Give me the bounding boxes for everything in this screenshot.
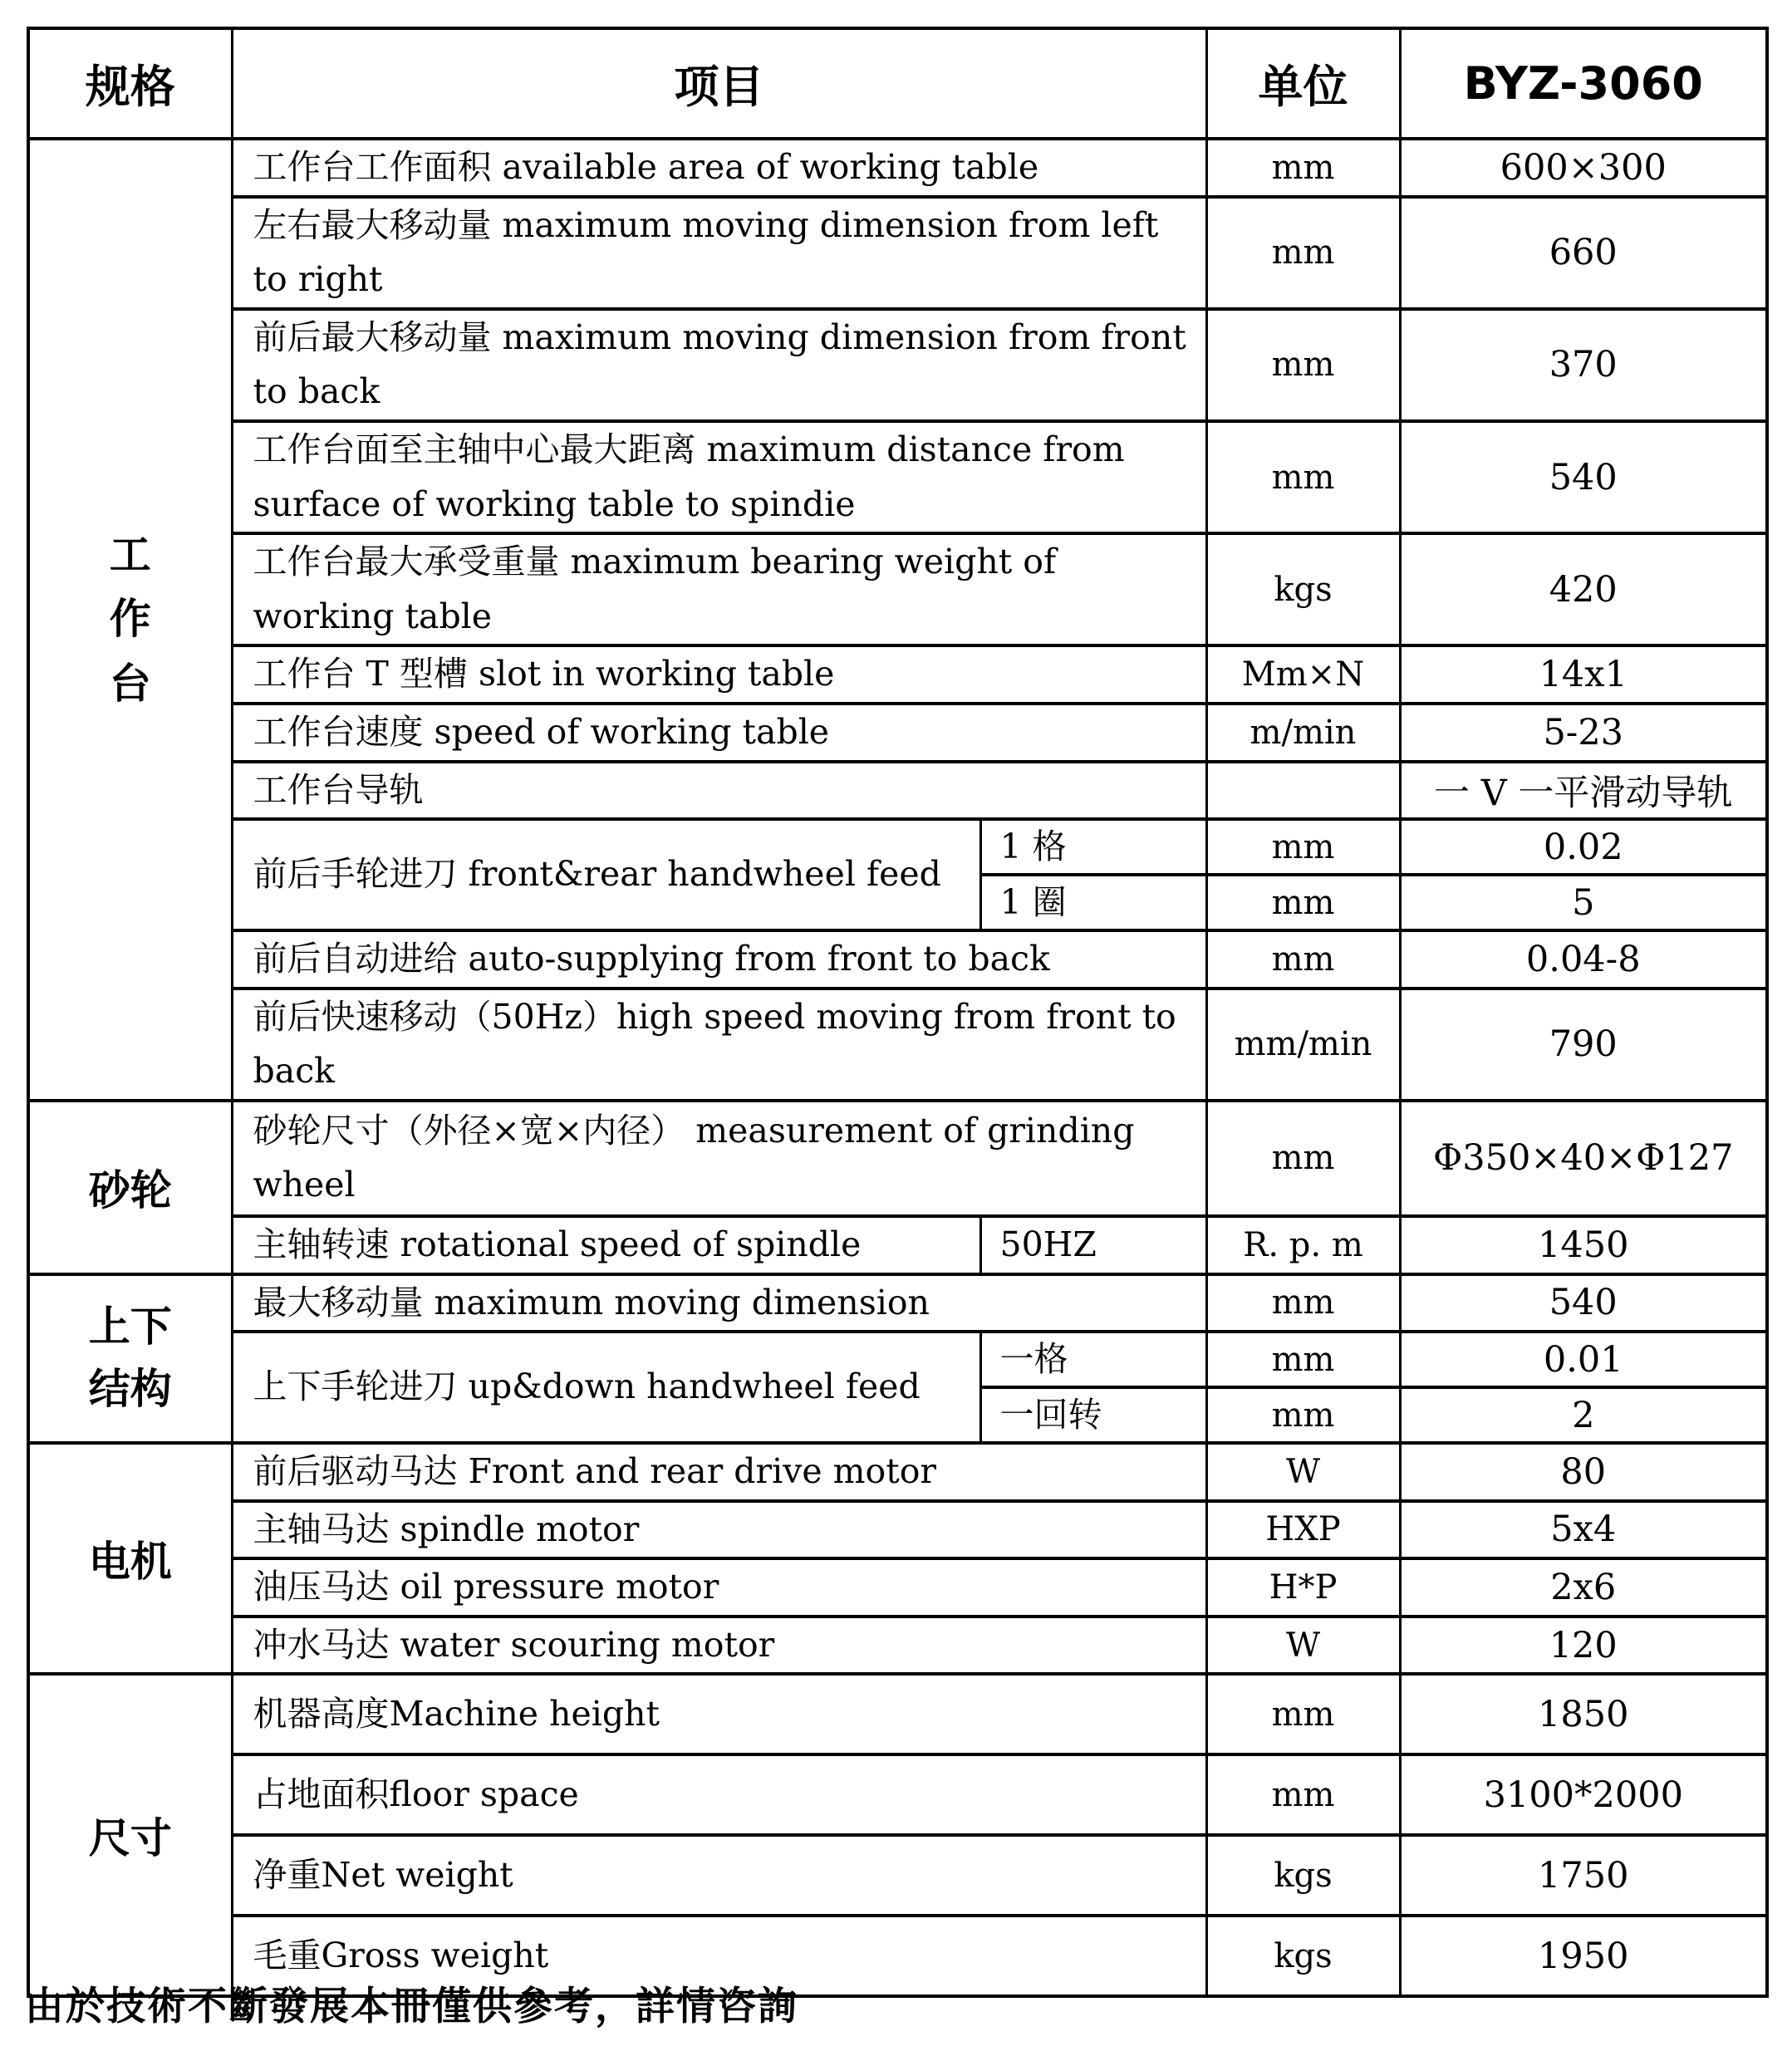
value-cell: 1850 <box>1400 1674 1767 1754</box>
table-row <box>28 533 1767 645</box>
unit-cell: H*P <box>1206 1558 1400 1617</box>
unit-cell: mm <box>1206 819 1400 875</box>
item-cell: 工作台面至主轴中心最大距离 maximum distance from surface of working table to spindie <box>232 421 1206 533</box>
item-cell: 工作台最大承受重量 maximum bearing weight of working table <box>232 533 1206 645</box>
item-cell: 净重Net weight <box>232 1835 1206 1916</box>
value-cell: 540 <box>1400 1274 1767 1332</box>
value-cell: 1750 <box>1400 1835 1767 1916</box>
table-row <box>28 1443 1767 1501</box>
unit-cell: mm <box>1206 930 1400 989</box>
unit-cell: mm <box>1206 139 1400 197</box>
sub-item-cell: 50HZ <box>980 1216 1206 1274</box>
unit-cell: mm <box>1206 1332 1400 1387</box>
item-cell: 主轴马达 spindle motor <box>232 1501 1206 1559</box>
unit-cell: mm <box>1206 421 1400 533</box>
unit-cell: kgs <box>1206 1916 1400 1996</box>
header-spec: 规格 <box>28 28 232 139</box>
table-row <box>28 819 1767 875</box>
unit-cell: mm <box>1206 875 1400 930</box>
value-cell: 3100*2000 <box>1400 1754 1767 1835</box>
section-label-size <box>28 1674 232 1996</box>
unit-cell: mm <box>1206 309 1400 421</box>
unit-cell: mm <box>1206 1754 1400 1835</box>
value-cell: 14x1 <box>1400 645 1767 704</box>
item-cell: 工作台速度 speed of working table <box>232 704 1206 762</box>
table-row <box>28 1558 1767 1617</box>
item-cell: 工作台 T 型槽 slot in working table <box>232 645 1206 704</box>
header-model: BYZ-3060 <box>1400 28 1767 139</box>
value-cell: 1450 <box>1400 1216 1767 1274</box>
unit-cell: mm <box>1206 1674 1400 1754</box>
footer-note: 由於技術不斷發展本冊僅供參考，詳情咨詢 <box>25 1984 798 2029</box>
header-unit: 单位 <box>1206 28 1400 139</box>
item-cell: 前后驱动马达 Front and rear drive motor <box>232 1443 1206 1501</box>
table-row <box>28 1332 1767 1387</box>
unit-cell: m/min <box>1206 704 1400 762</box>
value-cell: 540 <box>1400 421 1767 533</box>
item-cell: 砂轮尺寸（外径×宽×内径） measurement of grinding wheel <box>232 1101 1206 1216</box>
unit-cell <box>1206 762 1400 820</box>
value-cell: 2x6 <box>1400 1558 1767 1617</box>
item-cell: 工作台导轨 <box>232 762 1206 820</box>
table-row <box>28 421 1767 533</box>
table-row <box>28 1101 1767 1216</box>
unit-cell: HXP <box>1206 1501 1400 1559</box>
sub-item-cell: 1 格 <box>980 819 1206 875</box>
value-cell: 370 <box>1400 309 1767 421</box>
value-cell: 790 <box>1400 989 1767 1101</box>
sub-item-cell: 一回转 <box>980 1387 1206 1443</box>
table-row <box>28 139 1767 197</box>
specification-table <box>27 27 1769 1998</box>
table-row <box>28 1754 1767 1835</box>
value-cell: 1950 <box>1400 1916 1767 1996</box>
item-cell: 前后最大移动量 maximum moving dimension from front to back <box>232 309 1206 421</box>
table-row <box>28 1835 1767 1916</box>
item-cell: 工作台工作面积 available area of working table <box>232 139 1206 197</box>
table-row <box>28 1274 1767 1332</box>
item-cell: 上下手轮进刀 up&down handwheel feed <box>232 1332 980 1443</box>
value-cell: 5-23 <box>1400 704 1767 762</box>
value-cell: 2 <box>1400 1387 1767 1443</box>
unit-cell: R. p. m <box>1206 1216 1400 1274</box>
table-row <box>28 762 1767 820</box>
section-label-text: 电机 <box>88 1538 172 1587</box>
value-cell: 120 <box>1400 1617 1767 1675</box>
value-cell: 0.01 <box>1400 1332 1767 1387</box>
unit-cell: W <box>1206 1443 1400 1501</box>
section-label-updown <box>28 1274 232 1444</box>
table-row <box>28 704 1767 762</box>
table-row <box>28 197 1767 309</box>
value-cell: 一 V 一平滑动导轨 <box>1400 762 1767 820</box>
unit-cell: mm/min <box>1206 989 1400 1101</box>
table-row <box>28 645 1767 704</box>
unit-cell: mm <box>1206 1101 1400 1216</box>
value-cell: Φ350×40×Φ127 <box>1400 1101 1767 1216</box>
sub-item-cell: 1 圈 <box>980 875 1206 930</box>
item-cell: 机器高度Machine height <box>232 1674 1206 1754</box>
unit-cell: mm <box>1206 197 1400 309</box>
item-cell: 冲水马达 water scouring motor <box>232 1617 1206 1675</box>
section-label-text: 砂轮 <box>88 1166 172 1215</box>
table-row <box>28 309 1767 421</box>
item-cell: 占地面积floor space <box>232 1754 1206 1835</box>
section-label-motor <box>28 1443 232 1674</box>
section-label-text: 尺寸 <box>88 1814 172 1863</box>
header-item: 项目 <box>232 28 1206 139</box>
value-cell: 660 <box>1400 197 1767 309</box>
item-cell: 毛重Gross weight <box>232 1916 1206 1996</box>
table-row <box>28 989 1767 1101</box>
sub-item-cell: 一格 <box>980 1332 1206 1387</box>
table-row <box>28 1216 1767 1274</box>
unit-cell: mm <box>1206 1387 1400 1443</box>
unit-cell: kgs <box>1206 1835 1400 1916</box>
value-cell: 0.04-8 <box>1400 930 1767 989</box>
unit-cell: W <box>1206 1617 1400 1675</box>
item-cell: 主轴转速 rotational speed of spindle <box>232 1216 980 1274</box>
item-cell: 前后手轮进刀 front&rear handwheel feed <box>232 819 980 930</box>
section-label-text: 上下结构 <box>88 1303 172 1414</box>
unit-cell: Mm×N <box>1206 645 1400 704</box>
value-cell: 80 <box>1400 1443 1767 1501</box>
unit-cell: kgs <box>1206 533 1400 645</box>
table-row <box>28 930 1767 989</box>
item-cell: 最大移动量 maximum moving dimension <box>232 1274 1206 1332</box>
section-label-worktable <box>28 139 232 1101</box>
table-row <box>28 1674 1767 1754</box>
section-label-text: 工作台 <box>109 530 151 708</box>
section-label-wheel <box>28 1101 232 1274</box>
value-cell: 5x4 <box>1400 1501 1767 1559</box>
item-cell: 前后快速移动（50Hz）high speed moving from front to back <box>232 989 1206 1101</box>
value-cell: 0.02 <box>1400 819 1767 875</box>
item-cell: 左右最大移动量 maximum moving dimension from left to right <box>232 197 1206 309</box>
value-cell: 600×300 <box>1400 139 1767 197</box>
unit-cell: mm <box>1206 1274 1400 1332</box>
item-cell: 油压马达 oil pressure motor <box>232 1558 1206 1617</box>
value-cell: 420 <box>1400 533 1767 645</box>
table-header-row <box>28 28 1767 139</box>
table-row <box>28 1617 1767 1675</box>
item-cell: 前后自动进给 auto-supplying from front to back <box>232 930 1206 989</box>
table-row <box>28 1501 1767 1559</box>
value-cell: 5 <box>1400 875 1767 930</box>
